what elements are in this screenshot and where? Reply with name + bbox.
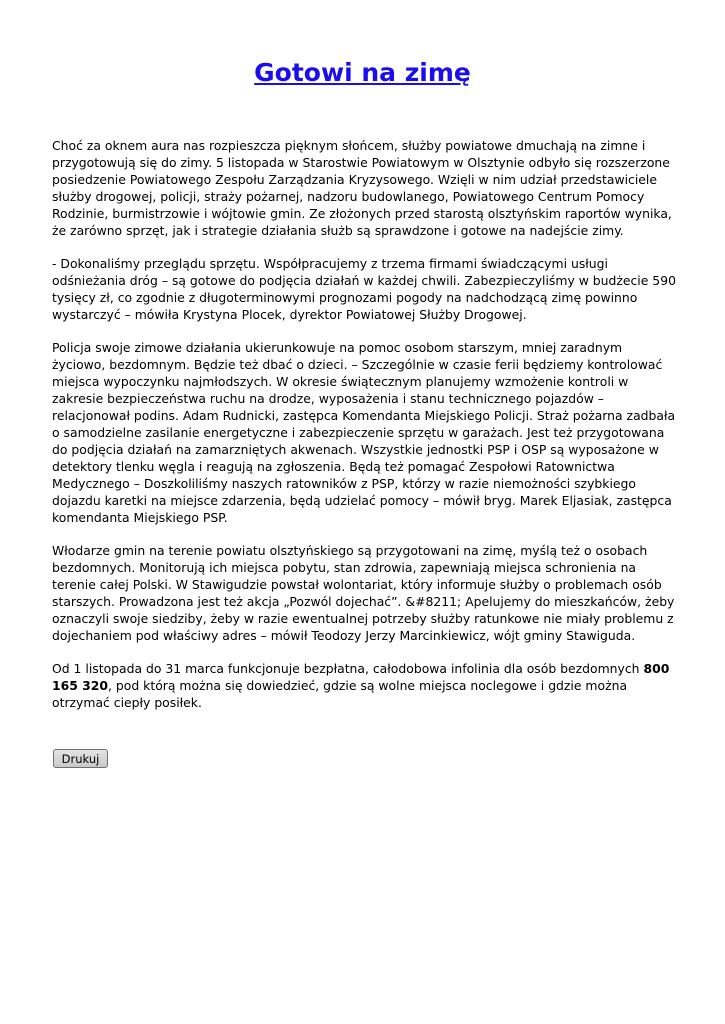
helpline-phone-number: 800 165 320 [52,661,670,693]
print-button[interactable]: Drukuj [53,749,108,768]
paragraph-road-service: - Dokonaliśmy przeglądu sprzętu. Współpracujemy z trzema firmami świadczącymi usługi odśnieżania dróg – są gotowe do podjęcia działań w każdej chwili. Zabezpieczyliśmy w budżecie 590 tysięcy zł, co zgodnie z długoterminowymi prognozami pogody na nadchodzącą zimę powinno wystarczyć – mówiła Krystyna Plocek, dyrektor Powiatowej Służby Drogowej. [52,256,676,322]
title-container [0,58,725,87]
article-body [52,137,677,727]
helpline-text-after: , pod którą można się dowiedzieć, gdzie są wolne miejsca noclegowe i gdzie można otrzymać ciepły posiłek. [52,678,628,710]
paragraph-municipalities: Włodarze gmin na terenie powiatu olsztyńskiego są przygotowani na zimę, myślą też o osobach bezdomnych. Monitorują ich miejsca pobytu, stan zdrowia, zapewniają miejsca schronienia na terenie całej Polski. W Stawigudzie powstał wolontariat, który informuje służby o problemach osób starszych. Prowadzona jest też akcja „Pozwól dojechać”. &#8211; Apelujemy do mieszkańców, żeby oznaczyli swoje siedziby, żeby w razie ewentualnej potrzeby służby ratunkowe nie miały problemu z dojechaniem pod właściwy adres – mówił Teodozy Jerzy Marcinkiewicz, wójt gminy Stawiguda. [52,543,675,643]
paragraph-intro: Choć za oknem aura nas rozpieszcza pięknym słońcem, służby powiatowe dmuchają na zimne i przygotowują się do zimy. 5 listopada w Starostwie Powiatowym w Olsztynie odbyło się rozszerzone posiedzenie Powiatowego Zespołu Zarządzania Kryzysowego. Wzięli w nim udział przedstawiciele służby drogowej, policji, straży pożarnej, nadzoru budowlanego, Powiatowego Centrum Pomocy Rodzinie, burmistrzowie i wójtowie gmin. Ze złożonych przed starostą olsztyńskim raportów wynika, że zarówno sprzęt, jak i strategie działania służb są sprawdzone i gotowe na nadejście zimy. [52,138,672,238]
helpline-text-before: Od 1 listopada do 31 marca funkcjonuje bezpłatna, całodobowa infolinia dla osób bezdomnych [52,661,644,676]
paragraph-police-fire: Policja swoje zimowe działania ukierunkowuje na pomoc osobom starszym, mniej zaradnym życiowo, bezdomnym. Będzie też dbać o dzieci. – Szczególnie w czasie ferii będziemy kontrolować miejsca wypoczynku najmłodszych. W okresie świątecznym planujemy wzmożenie kontroli w zakresie bezpieczeństwa ruchu na drodze, wyposażenia i stanu technicznego pojazdów – relacjonował podins. Adam Rudnicki, zastępca Komendanta Miejskiego Policji. Straż pożarna zadbała o samodzielne zasilanie energetyczne i zabezpieczenie sprzętu w garażach. Jest też przygotowana do podjęcia działań na zamarzniętych akwenach. Wszystkie jednostki PSP i OSP są wyposażone w detektory tlenku węgla i reagują na zgłoszenia. Będą też pomagać Zespołowi Ratownictwa Medycznego – Doszkoliliśmy naszych ratowników z PSP, którzy w razie niemożności szybkiego dojazdu karetki na miejsce zdarzenia, będą udzielać pomocy – mówił bryg. Marek Eljasiak, zastępca komendanta Miejskiego PSP. [52,340,676,525]
article-title-link[interactable]: Gotowi na zimę [254,58,471,87]
paragraph-helpline [52,660,677,711]
